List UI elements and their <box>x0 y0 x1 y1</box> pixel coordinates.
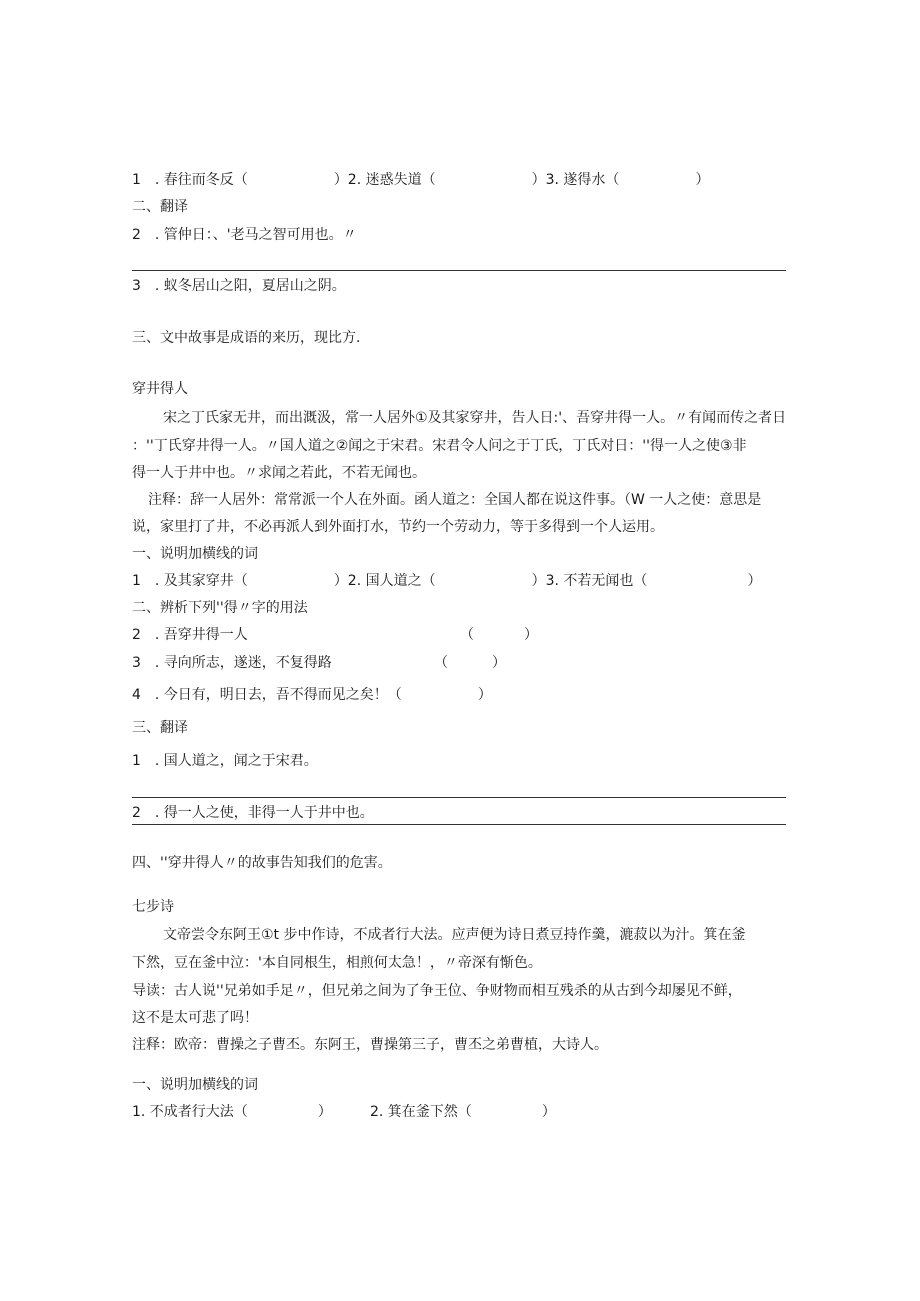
analyze-text: 2 . 吾穿井得一人 <box>132 627 248 643</box>
section-heading-analyze: 二、辨析下列''得〃字的用法 <box>132 600 308 616</box>
story-title-chuanjing: 穿井得人 <box>132 381 188 397</box>
note-line: 注释：欧帝：曹操之子曹丕。东阿王，曹操第三子，曹丕之弟曹植，大诗人。 <box>132 1037 608 1053</box>
analyze-blank-2: （ ） <box>460 627 538 643</box>
section-heading-translate: 二、翻译 <box>132 199 188 215</box>
final-row-2 <box>370 1102 556 1122</box>
section-heading-explain: 一、说明加横线的词 <box>132 546 258 562</box>
final-item-c: 2. 箕在釜下然（ <box>370 1104 472 1120</box>
section-heading-harm: 四、''穿井得人〃的故事告知我们的危害。 <box>132 855 392 871</box>
row1-item-a: 1 . 春往而冬反（ <box>132 172 248 188</box>
final-item-b: ） <box>317 1104 332 1120</box>
translate-item-2: 2 . 得一人之使，非得一人于井中也。 <box>132 805 374 821</box>
section-heading-translate-2: 三、翻译 <box>132 720 188 736</box>
guide-line: 导读：古人说''兄弟如手足〃，但兄弟之间为了争王位、争财物而相互残杀的从古到今却屡见不鲜， <box>132 983 742 999</box>
translate-question-2: 2 . 管仲日：、'老马之智可用也。〃 <box>132 227 357 243</box>
section-heading-explain-2: 一、说明加横线的词 <box>132 1077 258 1093</box>
explain-item-d: ） <box>747 573 762 589</box>
poem-paragraph-line: 下然，豆在釜中泣：'本自同根生，相煎何太急！，〃帝深有惭色。 <box>132 955 542 971</box>
story-title-qibu: 七步诗 <box>132 899 174 915</box>
explain-item-c: ）3. 不若无闻也（ <box>531 573 648 589</box>
row1-item-d: ） <box>695 172 710 188</box>
poem-paragraph-line: 文帝尝令东阿王①t 步中作诗，不成者行大法。应声便为诗日煮豆持作羹，漉菽以为汁。箕在釜 <box>163 927 746 943</box>
row1-item-c: ）3. 遂得水（ <box>531 172 620 188</box>
explain-item-a: 1 . 及其家穿井（ <box>132 573 248 589</box>
section-heading-idiom: 三、文中故事是成语的来历，现比方. <box>132 330 361 346</box>
analyze-text: 4 . 今日有，明日去，吾不得而见之矣！（ <box>132 687 402 703</box>
story-paragraph-line: 宋之丁氏家无井，而出溉汲，常一人居外①及其家穿井，告人日:'、吾穿井得一人。〃有闻而传之者日 <box>163 410 787 426</box>
note-line: 说，家里打了井，不必再派人到外面打水，节约一个劳动力，等于多得到一个人运用。 <box>132 519 664 535</box>
answer-line <box>132 270 786 271</box>
translate-item-1: 1 . 国人道之，闻之于宋君。 <box>132 753 318 769</box>
explain-item-b: ）2. 国人道之（ <box>333 573 436 589</box>
answer-line <box>132 797 786 798</box>
story-paragraph-line: 得一人于井中也。〃求闻之若此，不若无闻也。 <box>132 465 426 481</box>
guide-line: 这不是太可悲了吗！ <box>132 1010 258 1026</box>
analyze-row-2 <box>132 625 248 645</box>
row1-item-b: ）2. 迷惑失道（ <box>333 172 436 188</box>
explain-row <box>132 571 761 591</box>
analyze-blank-3: （ ） <box>434 655 506 671</box>
story-paragraph-line: ：''丁氏穿井得一人。〃国人道之②闻之于宋君。宋君令人问之于丁氏，丁氏对日：''得一人之使③非 <box>132 438 747 454</box>
final-item-d: ） <box>541 1104 556 1120</box>
translate-question-3: 3 . 蚁冬居山之阳，夏居山之阴。 <box>132 278 346 294</box>
final-item-a: 1. 不成者行大法（ <box>132 1104 248 1120</box>
analyze-text: 3 . 寻向所志，遂迷，不复得路 <box>132 655 332 671</box>
final-row <box>132 1102 332 1122</box>
note-line: 注释：辞一人居外：常常派一个人在外面。函人道之：全国人都在说这件事。（W 一人之使：意思是 <box>148 492 762 508</box>
analyze-row-4: 4 . 今日有，明日去，吾不得而见之矣！（ ） <box>132 687 492 703</box>
question-row-1 <box>132 170 709 190</box>
answer-line <box>132 824 786 825</box>
analyze-row-3 <box>132 653 332 673</box>
